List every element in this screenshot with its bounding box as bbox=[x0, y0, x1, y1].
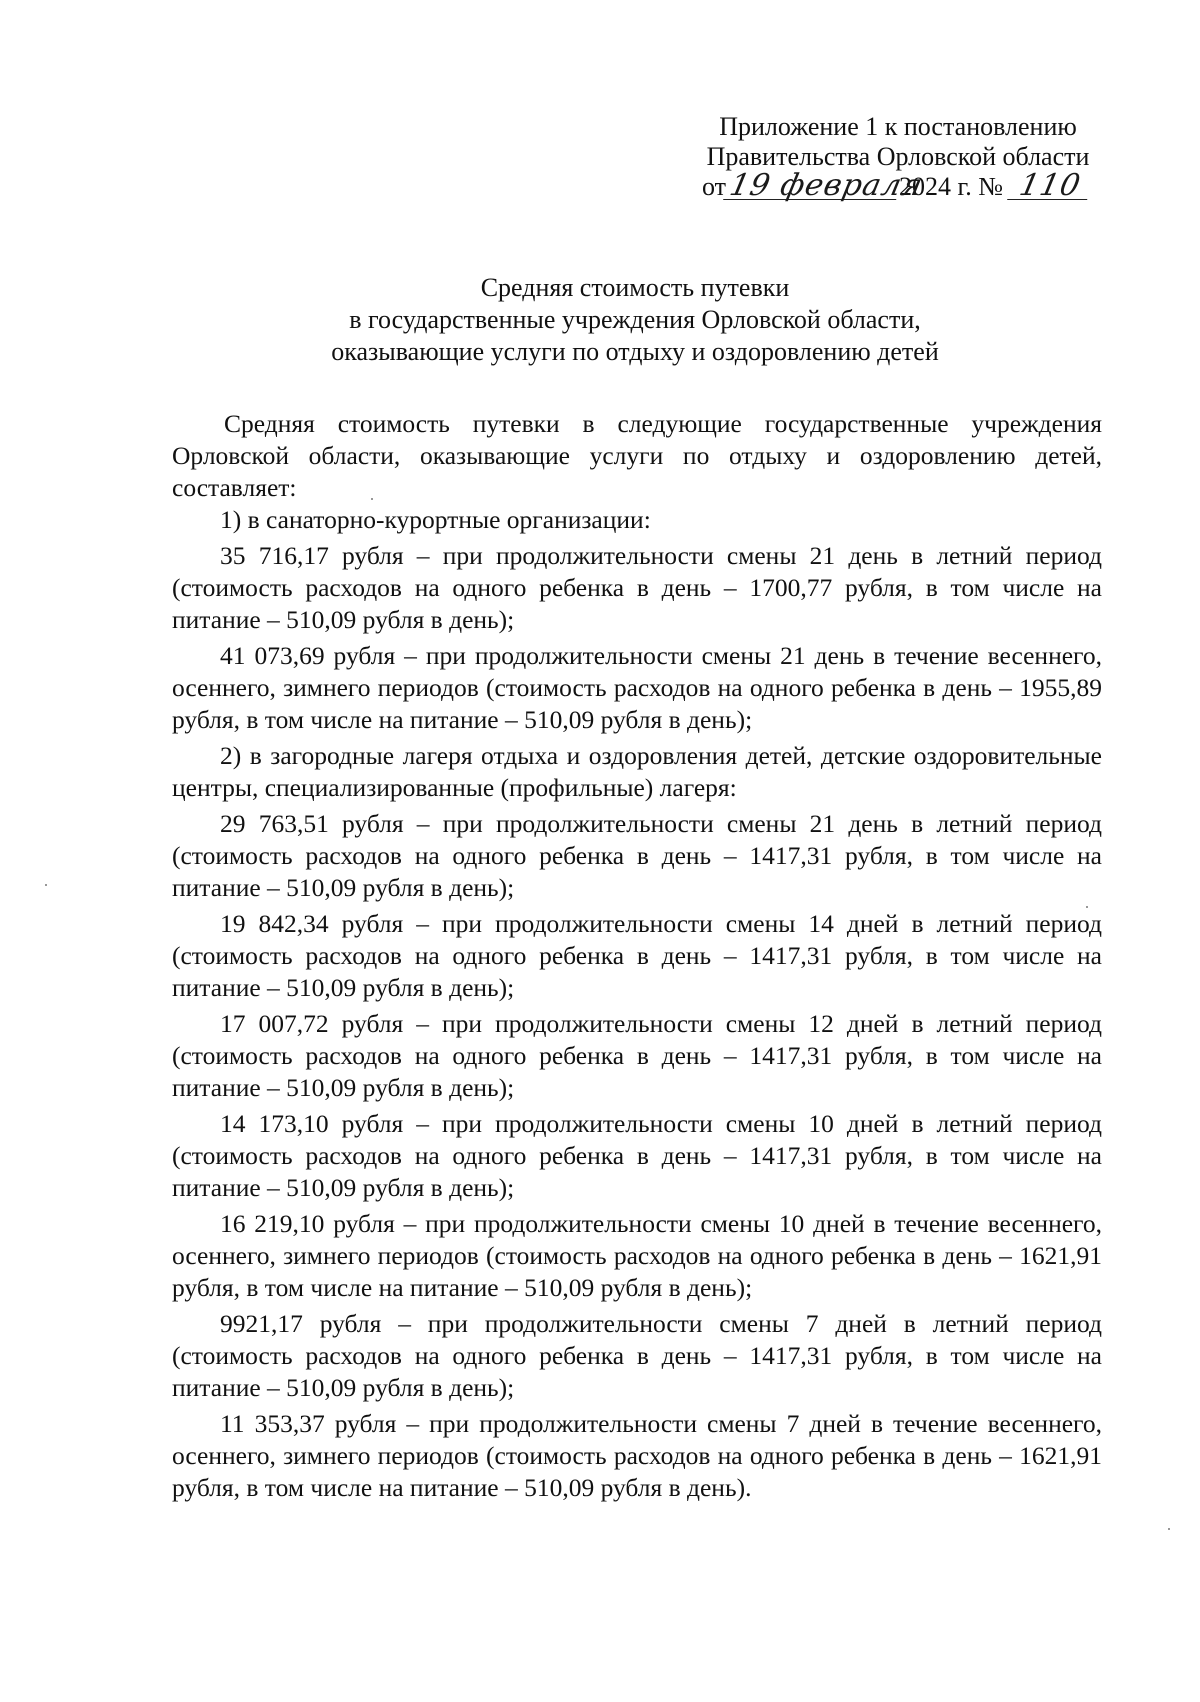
year-number-label: 2024 г. № bbox=[899, 172, 1004, 201]
appendix-line-1: Приложение 1 к постановлению bbox=[719, 112, 1077, 141]
section-2-heading: 2) в загородные лагеря отдыха и оздоровления детей, детские оздоровительные центры, специализированные (профильные) лагеря: bbox=[172, 741, 1102, 802]
section-1-item: 35 716,17 рубля – при продолжительности смены 21 день в летний период (стоимость расходов на одного ребенка в день – 1700,77 рубля, в том числе на питание – 510,09 рубля в день); bbox=[172, 541, 1102, 634]
intro-paragraph: Средняя стоимость путевки в следующие государственные учреждения Орловской области, оказывающие услуги по отдыху и оздоровлению детей, составляет: bbox=[172, 409, 1102, 502]
title-line-1: Средняя стоимость путевки bbox=[480, 273, 790, 302]
section-2-item: 11 353,37 рубля – при продолжительности смены 7 дней в течение весеннего, осеннего, зимнего периодов (стоимость расходов на одного ребенка в день – 1621,91 рубля, в том числе на питание – 510,09 рубля в день). bbox=[172, 1409, 1102, 1502]
title-line-2: в государственные учреждения Орловской области, bbox=[349, 305, 921, 334]
handwritten-date: 19 февраля bbox=[723, 173, 902, 200]
section-1-item: 41 073,69 рубля – при продолжительности смены 21 день в течение весеннего, осеннего, зимнего периодов (стоимость расходов на одного ребенка в день – 1955,89 рубля, в том числе на питание – 510,09 рубля в день); bbox=[172, 641, 1102, 734]
appendix-line-2: Правительства Орловской области bbox=[706, 142, 1090, 171]
document-body bbox=[172, 408, 1102, 1504]
section-2-item: 14 173,10 рубля – при продолжительности смены 10 дней в летний период (стоимость расходов на одного ребенка в день – 1417,31 рубля, в том числе на питание – 510,09 рубля в день); bbox=[172, 1109, 1102, 1202]
appendix-header bbox=[688, 112, 1108, 202]
document-title bbox=[170, 272, 1100, 368]
title-line-3: оказывающие услуги по отдыху и оздоровлению детей bbox=[331, 337, 939, 366]
scan-speck bbox=[1086, 906, 1088, 908]
section-2-item: 29 763,51 рубля – при продолжительности смены 21 день в летний период (стоимость расходов на одного ребенка в день – 1417,31 рубля, в том числе на питание – 510,09 рубля в день); bbox=[172, 809, 1102, 902]
section-2-item: 16 219,10 рубля – при продолжительности смены 10 дней в течение весеннего, осеннего, зимнего периодов (стоимость расходов на одного ребенка в день – 1621,91 рубля, в том числе на питание – 510,09 рубля в день); bbox=[172, 1209, 1102, 1302]
scan-speck bbox=[1168, 1528, 1170, 1530]
section-2-item: 17 007,72 рубля – при продолжительности смены 12 дней в летний период (стоимость расходов на одного ребенка в день – 1417,31 рубля, в том числе на питание – 510,09 рубля в день); bbox=[172, 1009, 1102, 1102]
handwritten-decree-number: 110 bbox=[1007, 173, 1093, 200]
section-2-item: 9921,17 рубля – при продолжительности смены 7 дней в летний период (стоимость расходов на одного ребенка в день – 1417,31 рубля, в том числе на питание – 510,09 рубля в день); bbox=[172, 1309, 1102, 1402]
date-prefix: от bbox=[702, 172, 727, 201]
section-1-heading: 1) в санаторно-курортные организации: bbox=[220, 505, 651, 534]
appendix-date-line bbox=[688, 168, 1108, 203]
scan-speck bbox=[45, 884, 47, 886]
section-2-item: 19 842,34 рубля – при продолжительности смены 14 дней в летний период (стоимость расходов на одного ребенка в день – 1417,31 рубля, в том числе на питание – 510,09 рубля в день); bbox=[172, 909, 1102, 1002]
scan-speck bbox=[371, 498, 373, 500]
